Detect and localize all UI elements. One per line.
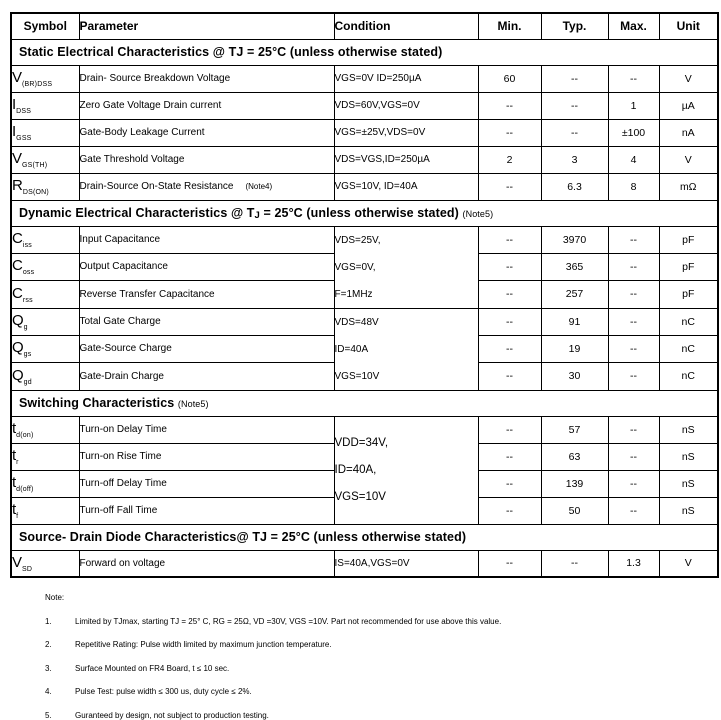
note-item-3 [45, 664, 721, 673]
parameter-cell: Gate Threshold Voltage [79, 146, 334, 173]
typ-cell: -- [541, 550, 608, 577]
min-cell: 2 [478, 146, 541, 173]
unit-cell: V [659, 550, 718, 577]
notes-section [45, 593, 721, 720]
parameter-cell: Input Capacitance [79, 226, 334, 253]
symbol-cell: $Q_{gd}$ [11, 363, 79, 390]
note-text: Pulse Test: pulse width ≤ 300 us, duty cycle ≤ 2%. [75, 687, 252, 696]
max-cell: 8 [608, 173, 659, 200]
symbol-cell: $t_{d(on)}$ [11, 416, 79, 443]
unit-cell: nC [659, 363, 718, 390]
column-header-condition: Condition [334, 13, 478, 39]
parameter-cell: Zero Gate Voltage Drain current [79, 92, 334, 119]
section-header-dynamic [11, 200, 718, 226]
note-text: Guranteed by design, not subject to production testing. [75, 710, 269, 720]
min-cell: -- [478, 308, 541, 335]
min-cell: -- [478, 226, 541, 253]
min-cell: -- [478, 335, 541, 362]
section-header-source-drain [11, 524, 718, 550]
min-cell: -- [478, 416, 541, 443]
condition-cell-capacitance: VDS=25V, VGS=0V, F=1MHz [334, 226, 478, 308]
min-cell: -- [478, 363, 541, 390]
min-cell: -- [478, 550, 541, 577]
unit-cell: nS [659, 470, 718, 497]
note-reference: (Note5) [177, 399, 209, 409]
symbol-cell: $t_r$ [11, 443, 79, 470]
column-header-symbol: Symbol [11, 13, 79, 39]
notes-title: Note: [45, 593, 65, 602]
min-cell: -- [478, 497, 541, 524]
typ-cell: -- [541, 119, 608, 146]
unit-cell: pF [659, 226, 718, 253]
typ-cell: 6.3 [541, 173, 608, 200]
max-cell: -- [608, 497, 659, 524]
max-cell: -- [608, 65, 659, 92]
typ-cell: 30 [541, 363, 608, 390]
note-text: Limited by TJmax, starting TJ = 25° C, RG = 25Ω, VD =30V, VGS =10V. Part not recommended for use above this value. [75, 616, 502, 626]
condition-cell: IS=40A,VGS=0V [334, 550, 478, 577]
unit-cell: nS [659, 416, 718, 443]
section-title-dynamic: Dynamic Electrical Characteristics @ TJ = 25°C (unless otherwise stated) (Note5) [19, 205, 494, 221]
min-cell: -- [478, 281, 541, 308]
table-row-vbrdss [11, 65, 718, 92]
parameter-cell: Reverse Transfer Capacitance [79, 281, 334, 308]
symbol-cell: $R_{DS(ON)}$ [11, 173, 79, 200]
typ-cell: 139 [541, 470, 608, 497]
max-cell: -- [608, 416, 659, 443]
parameter-cell: Gate-Body Leakage Current [79, 119, 334, 146]
condition-cell: VDS=60V,VGS=0V [334, 92, 478, 119]
min-cell: 60 [478, 65, 541, 92]
max-cell: 1 [608, 92, 659, 119]
max-cell: -- [608, 335, 659, 362]
condition-cell-gate-charge: VDS=48V ID=40A VGS=10V [334, 308, 478, 390]
section-header-static [11, 39, 718, 65]
table-row-tdon [11, 416, 718, 443]
parameter-cell: Turn-on Rise Time [79, 443, 334, 470]
note-text: Surface Mounted on FR4 Board, t ≤ 10 sec. [75, 663, 230, 673]
note-reference: (Note4) [245, 182, 273, 191]
symbol-cell: $I_{GSS}$ [11, 119, 79, 146]
electrical-characteristics-table [10, 12, 719, 578]
condition-cell: VGS=10V, ID=40A [334, 173, 478, 200]
table-row-ciss [11, 226, 718, 253]
table-header-row [11, 13, 718, 39]
typ-cell: 91 [541, 308, 608, 335]
symbol-cell: $V_{GS(TH)}$ [11, 146, 79, 173]
note-item-4 [45, 687, 721, 696]
max-cell: -- [608, 281, 659, 308]
column-header-min: Min. [478, 13, 541, 39]
max-cell: 4 [608, 146, 659, 173]
min-cell: -- [478, 173, 541, 200]
symbol-cell: $C_{oss}$ [11, 253, 79, 280]
note-number: 4. [45, 687, 52, 696]
typ-cell: 3 [541, 146, 608, 173]
unit-cell: pF [659, 281, 718, 308]
column-header-unit: Unit [659, 13, 718, 39]
table-row-vsd [11, 550, 718, 577]
column-header-max: Max. [608, 13, 659, 39]
note-item-5 [45, 711, 721, 720]
column-header-typ: Typ. [541, 13, 608, 39]
symbol-cell: $t_{d(off)}$ [11, 470, 79, 497]
table-row-vgsth [11, 146, 718, 173]
min-cell: -- [478, 443, 541, 470]
symbol-cell: $V_{(BR)DSS}$ [11, 65, 79, 92]
note-number: 2. [45, 640, 52, 649]
max-cell: -- [608, 308, 659, 335]
min-cell: -- [478, 470, 541, 497]
section-title-static: Static Electrical Characteristics @ TJ = 25°C (unless otherwise stated) [19, 45, 443, 59]
max-cell: -- [608, 470, 659, 497]
max-cell: -- [608, 363, 659, 390]
unit-cell: pF [659, 253, 718, 280]
symbol-cell: $I_{DSS}$ [11, 92, 79, 119]
min-cell: -- [478, 92, 541, 119]
symbol-cell: $C_{rss}$ [11, 281, 79, 308]
symbol-cell: $C_{iss}$ [11, 226, 79, 253]
note-item-2 [45, 640, 721, 649]
typ-cell: -- [541, 65, 608, 92]
parameter-cell: Turn-on Delay Time [79, 416, 334, 443]
table-row-rdson [11, 173, 718, 200]
note-number: 1. [45, 616, 52, 626]
parameter-cell: Turn-off Delay Time [79, 470, 334, 497]
note-number: 5. [45, 710, 52, 720]
typ-cell: -- [541, 92, 608, 119]
section-title-switching: Switching Characteristics (Note5) [19, 396, 209, 410]
section-header-switching [11, 390, 718, 416]
typ-cell: 257 [541, 281, 608, 308]
typ-cell: 57 [541, 416, 608, 443]
max-cell: -- [608, 253, 659, 280]
condition-cell: VDS=VGS,ID=250µA [334, 146, 478, 173]
table-row-igss [11, 119, 718, 146]
typ-cell: 3970 [541, 226, 608, 253]
unit-cell: mΩ [659, 173, 718, 200]
unit-cell: µA [659, 92, 718, 119]
column-header-parameter: Parameter [79, 13, 334, 39]
unit-cell: V [659, 146, 718, 173]
max-cell: ±100 [608, 119, 659, 146]
note-reference: (Note5) [462, 208, 494, 219]
symbol-cell: $V_{SD}$ [11, 550, 79, 577]
unit-cell: nC [659, 308, 718, 335]
parameter-cell: Turn-off Fall Time [79, 497, 334, 524]
condition-cell-switching: VDD=34V, ID=40A, VGS=10V [334, 416, 478, 524]
parameter-cell: Drain-Source On-State Resistance (Note4) [79, 173, 334, 200]
unit-cell: nC [659, 335, 718, 362]
unit-cell: nS [659, 497, 718, 524]
unit-cell: nA [659, 119, 718, 146]
note-text: Repetitive Rating: Pulse width limited by maximum junction temperature. [75, 640, 332, 649]
note-item-1 [45, 617, 721, 626]
parameter-cell: Drain- Source Breakdown Voltage [79, 65, 334, 92]
parameter-cell: Gate-Drain Charge [79, 363, 334, 390]
parameter-cell: Output Capacitance [79, 253, 334, 280]
note-number: 3. [45, 663, 52, 673]
condition-cell: VGS=±25V,VDS=0V [334, 119, 478, 146]
min-cell: -- [478, 253, 541, 280]
max-cell: 1.3 [608, 550, 659, 577]
max-cell: -- [608, 443, 659, 470]
parameter-cell: Forward on voltage [79, 550, 334, 577]
typ-cell: 19 [541, 335, 608, 362]
unit-cell: nS [659, 443, 718, 470]
parameter-cell: Total Gate Charge [79, 308, 334, 335]
typ-cell: 365 [541, 253, 608, 280]
unit-cell: V [659, 65, 718, 92]
table-row-idss [11, 92, 718, 119]
condition-cell: VGS=0V ID=250µA [334, 65, 478, 92]
symbol-cell: $t_f$ [11, 497, 79, 524]
section-title-source-drain: Source- Drain Diode Characteristics@ TJ = 25°C (unless otherwise stated) [19, 530, 467, 544]
parameter-cell: Gate-Source Charge [79, 335, 334, 362]
symbol-cell: $Q_{gs}$ [11, 335, 79, 362]
symbol-cell: $Q_g$ [11, 308, 79, 335]
max-cell: -- [608, 226, 659, 253]
typ-cell: 63 [541, 443, 608, 470]
typ-cell: 50 [541, 497, 608, 524]
table-row-qg [11, 308, 718, 335]
min-cell: -- [478, 119, 541, 146]
